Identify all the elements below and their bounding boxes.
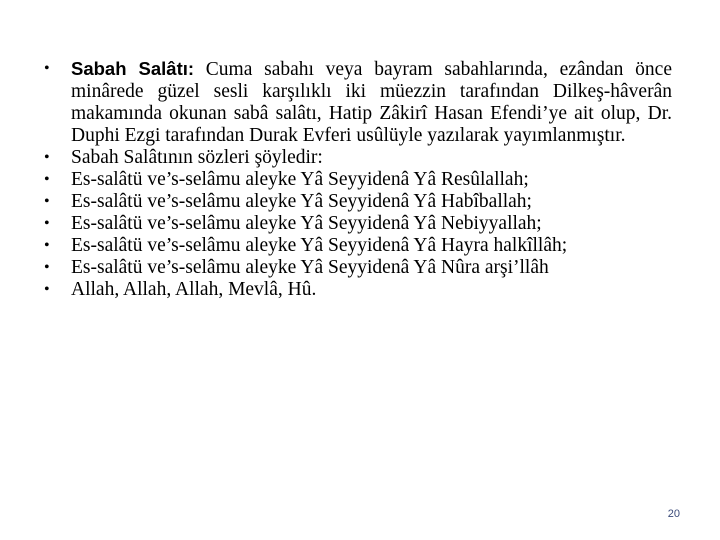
bullet-text: Es-salâtü ve’s-selâmu aleyke Yâ Seyyidenâ Yâ Resûlallah; — [71, 169, 529, 190]
bullet-icon: • — [44, 237, 50, 254]
bullet-item-line-3 — [44, 213, 672, 235]
bullet-text: Es-salâtü ve’s-selâmu aleyke Yâ Seyyidenâ Yâ Nûra arşi’llâh — [71, 257, 549, 278]
page-number: 20 — [667, 508, 680, 520]
bullet-text: Es-salâtü ve’s-selâmu aleyke Yâ Seyyidenâ Yâ Hayra halkîllâh; — [71, 235, 568, 256]
bullet-item-line-4 — [44, 235, 672, 257]
bullet-list — [44, 58, 672, 301]
bullet-heading: Sabah Salâtı: — [71, 58, 195, 79]
bullet-icon: • — [44, 171, 50, 188]
bullet-icon: • — [44, 215, 50, 232]
bullet-icon: • — [44, 193, 50, 210]
bullet-item-closing — [44, 279, 672, 301]
bullet-text: Es-salâtü ve’s-selâmu aleyke Yâ Seyyidenâ Yâ Habîballah; — [71, 191, 532, 212]
bullet-text: Es-salâtü ve’s-selâmu aleyke Yâ Seyyidenâ Yâ Nebiyyallah; — [71, 213, 542, 234]
bullet-text: Allah, Allah, Allah, Mevlâ, Hû. — [71, 279, 317, 300]
bullet-text: Cuma sabahı veya bayram sabahlarında, ezândan önce minârede güzel sesli karşılıklı iki müezzin tarafından Dilkeş-hâverân makamında okunan sabâ salâtı, Hatip Zâkirî Hasan Efendi’ye ait olup, Dr. Duphi Ezgi tarafından Durak Evferi usûlüyle yazılarak yayımlanmıştır. — [71, 59, 672, 146]
bullet-item-lyrics-intro — [44, 147, 672, 169]
bullet-item-sabah-salati — [44, 58, 672, 147]
bullet-item-line-1 — [44, 169, 672, 191]
bullet-text: Sabah Salâtının sözleri şöyledir: — [71, 147, 323, 168]
bullet-icon: • — [44, 259, 50, 276]
bullet-icon: • — [44, 60, 50, 77]
bullet-item-line-5 — [44, 257, 672, 279]
bullet-item-line-2 — [44, 191, 672, 213]
bullet-icon: • — [44, 281, 50, 298]
bullet-icon: • — [44, 149, 50, 166]
